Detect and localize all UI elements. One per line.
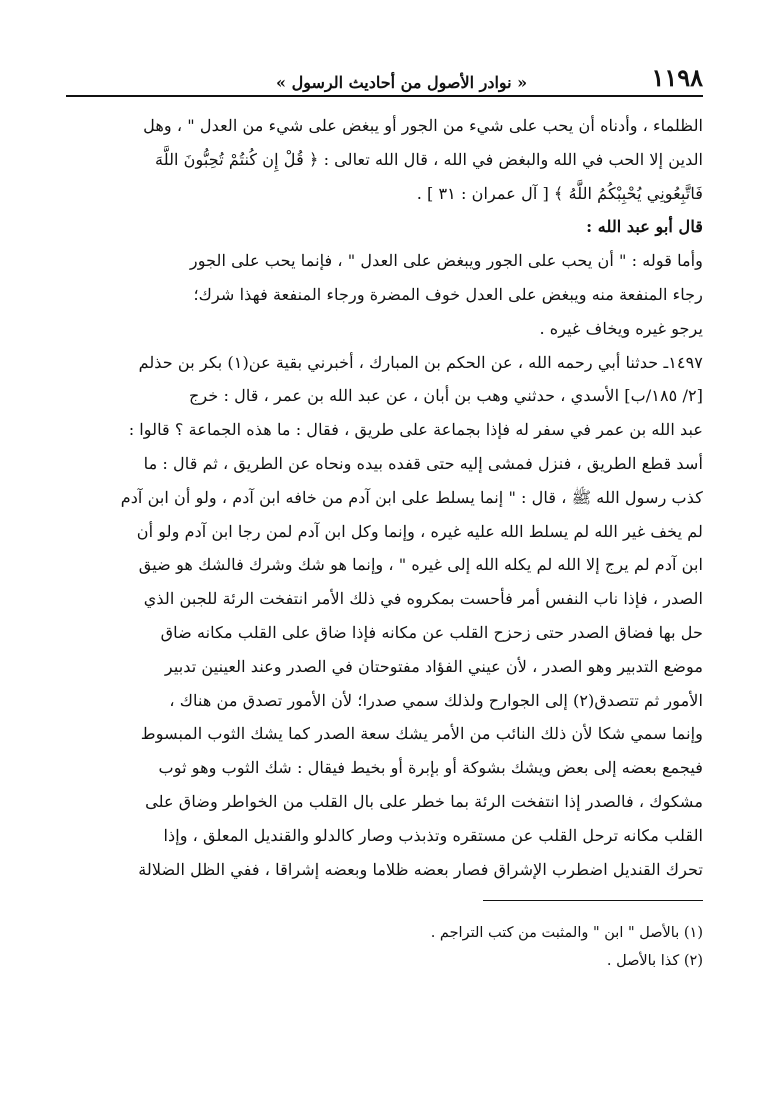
running-title: « نوادر الأصول من أحاديث الرسول » (276, 73, 528, 92)
text-line: مشكوك ، فالصدر إذا انتفخت الرئة بما خطر على بال القلب من الخواطر وضاق على (145, 791, 703, 811)
text-line: الأمور ثم تتصدق(٢) إلى الجوارح ولذلك سمي صدرا؛ لأن الأمور تصدق من هناك ، (169, 690, 703, 710)
text-line: تحرك القنديل اضطرب الإشراق فصار بعضه ظلاما وبعضه إشراقا ، ففي الظل الضلالة (138, 859, 703, 879)
text-line: لم يخف غير الله لم يسلط الله عليه غيره ، وإنما وكل ابن آدم لمن رجا ابن آدم ولو أن (136, 521, 703, 541)
text-line: رجاء المنفعة منه ويبغض على العدل خوف المضرة ورجاء المنفعة فهذا شرك؛ (193, 284, 703, 304)
text-line: فَاتَّبِعُونِي يُحْبِبْكُمُ اللَّهُ ﴾ [ آل عمران : ٣١ ] . (416, 183, 703, 203)
text-line: ابن آدم لم يرج إلا الله لم يكله الله إلى غيره " ، وإنما هو شك وشرك فالشك هو ضيق (138, 555, 703, 575)
text-line: موضع التدبير وهو الصدر ، لأن عيني الفؤاد مفتوحتان في الصدر وعند العينين تدبير (164, 656, 703, 676)
text-line: الظلماء ، وأدناه أن يحب على شيء من الجور أو يبغض على شيء من العدل " ، وهل (143, 116, 703, 135)
section-heading: قال أبو عبد الله : (586, 217, 703, 237)
footnote-divider (483, 900, 703, 901)
page-number: ١١٩٨ (651, 63, 703, 92)
text-line: كذب رسول الله ﷺ ، قال : " إنما يسلط على ابن آدم من خافه ابن آدم ، ولو أن ابن آدم (120, 487, 703, 507)
text-line: الدين إلا الحب في الله والبغض في الله ، قال الله تعالى : ﴿ قُلْ إِن كُنتُمْ تُحِبُّونَ اللَّهَ (155, 149, 703, 169)
text-line: وإنما سمي شكا لأن ذلك النائب من الأمر يشك سعة الصدر كما يشك الثوب المبسوط (140, 724, 703, 744)
footnote-1: (١) بالأصل " ابن " والمثبت من كتب التراجم . (430, 925, 703, 942)
text-line: وأما قوله : " أن يحب على الجور ويبغض على العدل " ، فإنما يحب على الجور (189, 251, 703, 271)
footnotes (66, 919, 703, 975)
text-line: القلب مكانه ترحل القلب عن مستقره وتذبذب وصار كالدلو والقنديل المعلق ، وإذا (163, 825, 703, 845)
text-line: يرجو غيره ويخاف غيره . (539, 318, 703, 338)
hadith-start-line: ١٤٩٧ـ حدثنا أبي رحمه الله ، عن الحكم بن المبارك ، أخبرني بقية عن(١) بكر بن حذلم (138, 352, 703, 372)
text-line: فيجمع بعضه إلى بعض ويشك بشوكة أو بإبرة أو بخيط فيقال : شك الثوب وهو ثوب (158, 758, 703, 778)
text-line: عبد الله بن عمر في سفر له فإذا بجماعة على طريق ، فقال : ما هذه الجماعة ؟ قالوا : (128, 420, 703, 440)
footnote-2: (٢) كذا بالأصل . (606, 953, 703, 970)
page-header (66, 62, 703, 97)
text-line: الصدر ، فإذا ناب النفس أمر فأحست بمكروه في ذلك الأمر انتفخت الرئة للجبن الذي (143, 589, 703, 609)
main-text (66, 109, 703, 886)
text-line: أسد قطع الطريق ، فنزل فمشى إليه حتى قفده بيده ونحاه عن الطريق ، ثم قال : ما (143, 453, 703, 473)
text-line: [٢/ ١٨٥/ب] الأسدي ، حدثني وهب بن أبان ، عن عبد الله بن عمر ، قال : خرج (188, 386, 703, 406)
text-line: حل بها فضاق الصدر حتى زحزح القلب عن مكانه فإذا ضاق على القلب مكانه ضاق (160, 622, 703, 642)
